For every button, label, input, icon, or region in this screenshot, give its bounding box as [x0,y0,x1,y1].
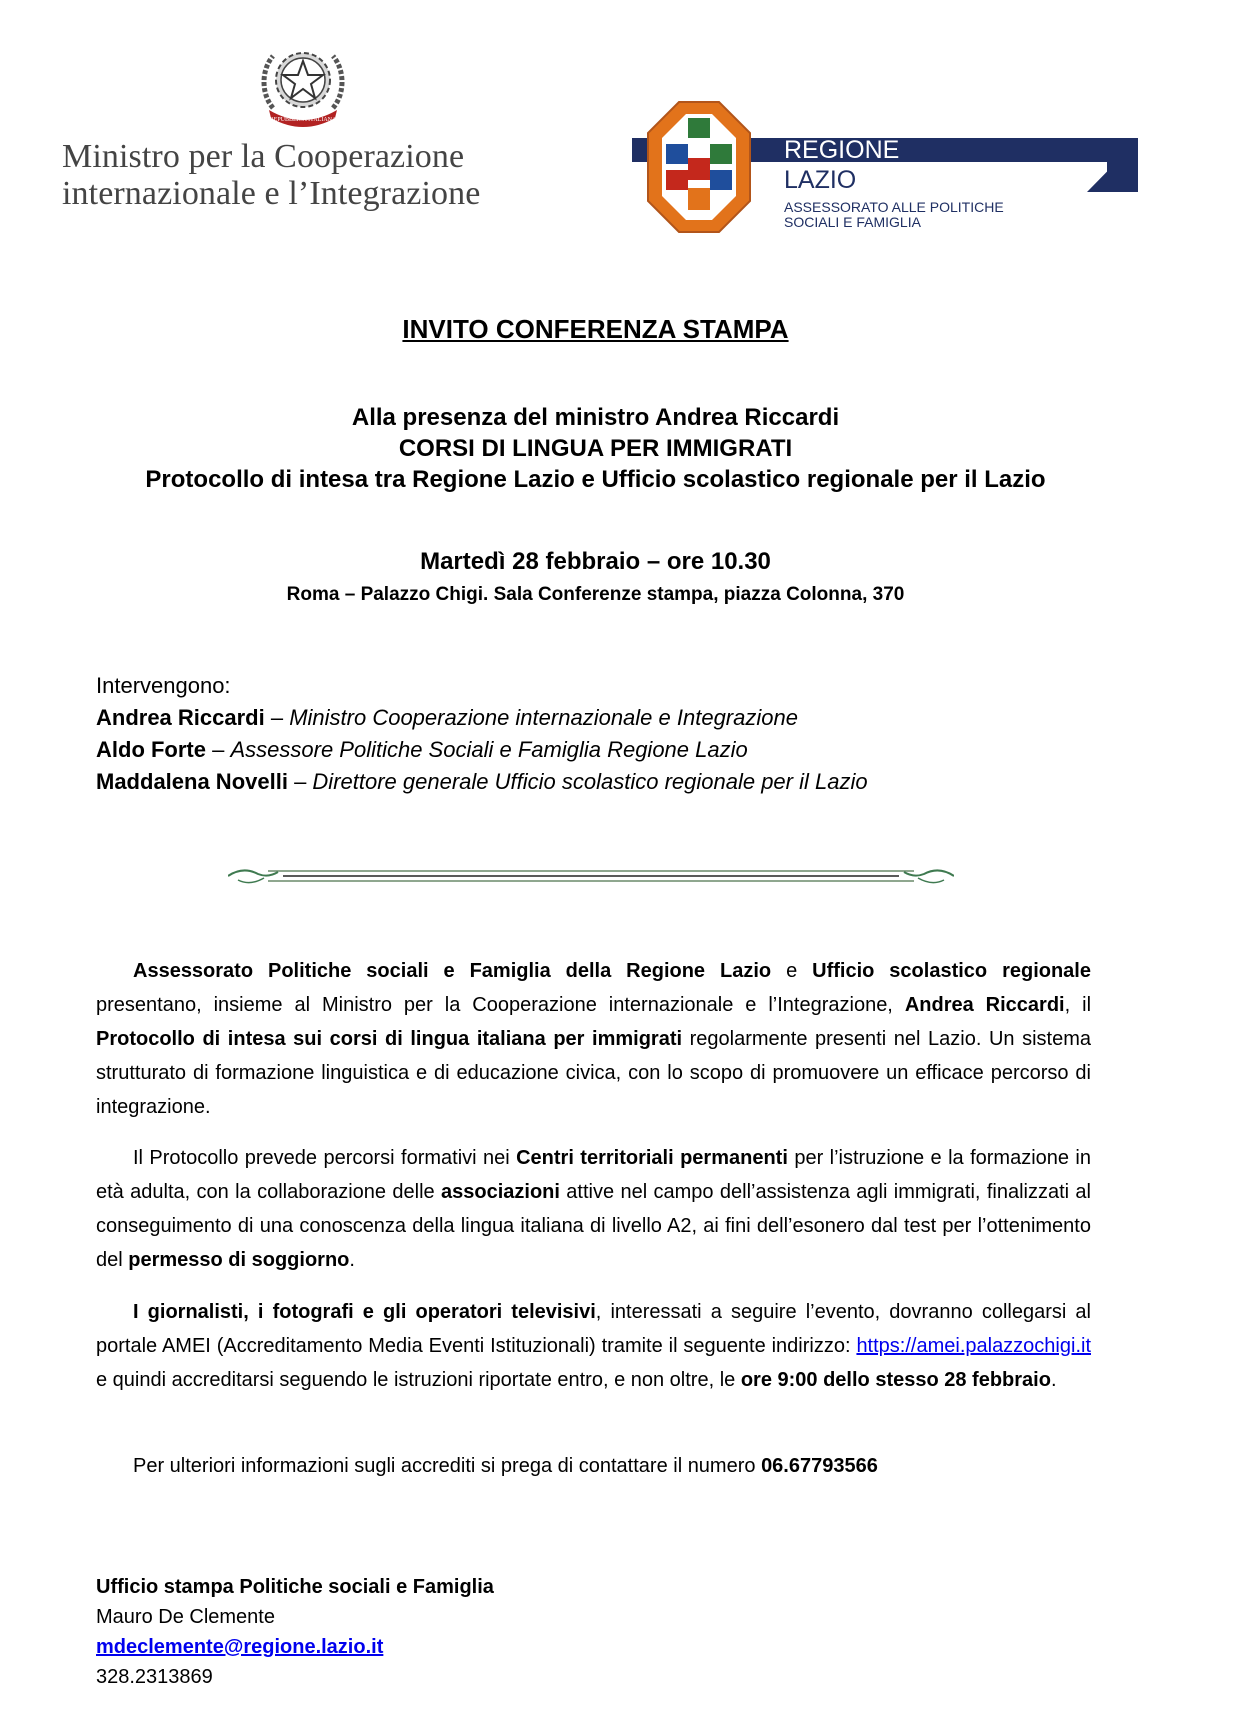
text-bold: associazioni [441,1181,560,1203]
speakers-intro: Intervengono: [96,673,231,698]
ministry-name-line2: internazionale e l’Integrazione [62,175,481,212]
text: attive nel campo dell’assistenza agli immigrati, finalizzati al conseguimento di una conoscenza della lingua italiana di livello A2, ai fini dell’esonero dal test per l’ottenimento del [96,1181,1091,1271]
text-bold: Ufficio scolastico regionale [812,960,1091,982]
event-place: Roma – Palazzo Chigi. Sala Conferenze stampa, piazza Colonna, 370 [286,584,905,605]
region-dept-line1: ASSESSORATO ALLE POLITICHE [784,199,1004,215]
ministry-name [62,138,582,212]
text: Il Protocollo prevede percorsi formativi nei [133,1147,517,1169]
speaker-name: Maddalena Novelli [96,769,288,794]
text-bold: ore 9:00 dello stesso 28 febbraio [740,1369,1051,1391]
regione-lazio-logo [632,100,1138,234]
press-office-name: Ufficio stampa Politiche sociali e Famiglia [96,1576,494,1598]
text: Per ulteriori informazioni sugli accrediti si prega di contattare il numero [133,1455,762,1477]
press-office-footer [96,1572,796,1692]
speaker-row [96,766,1096,798]
region-name-line1: REGIONE [784,136,900,164]
subtitle-line2: CORSI DI LINGUA PER IMMIGRATI [398,435,793,462]
text: , interessati a seguire l’evento, dovranno collegarsi al portale AMEI (Accreditamento Media Eventi Istituzionali) tramite il seguente indirizzo: [96,1301,1091,1357]
amei-portal-link[interactable]: https://amei.palazzochigi.it [856,1335,1091,1357]
text: e [771,960,813,982]
speaker-row [96,734,1096,766]
speaker-separator: – [206,737,231,762]
speaker-row [96,702,1096,734]
region-dept-line2: SOCIALI E FAMIGLIA [784,214,921,230]
speaker-role: Assessore Politiche Sociali e Famiglia Regione Lazio [230,737,748,762]
speaker-separator: – [264,705,290,730]
text-bold: Centri territoriali permanenti [516,1147,788,1169]
paragraph-intro [96,954,1091,1124]
text: . [349,1249,355,1271]
text-bold: I giornalisti, i fotografi e gli operatori televisivi [133,1301,596,1323]
text: regolarmente presenti nel Lazio. Un sistema strutturato di formazione linguistica e di educazione civica, con lo scopo di promuovere un efficace percorso di integrazione. [96,1028,1091,1118]
press-contact-name: Mauro De Clemente [96,1606,275,1628]
text: , il [1064,994,1092,1016]
text: per l’istruzione e la formazione in età adulta, con la collaborazione delle [96,1147,1091,1203]
text-bold: Andrea Riccardi [904,994,1065,1016]
speaker-name: Andrea Riccardi [96,705,265,730]
speaker-separator: – [287,769,313,794]
paragraph-contact [96,1449,1091,1483]
press-phone: 328.2313869 [96,1666,213,1688]
text: e quindi accreditarsi seguendo le istruzioni riportate entro, e non oltre, le [96,1369,741,1391]
subtitle-line1: Alla presenza del ministro Andrea Riccardi [351,404,840,431]
page-title: INVITO CONFERENZA STAMPA [402,314,789,344]
speaker-role: Ministro Cooperazione internazionale e Integrazione [289,705,798,730]
text-bold: Assessorato Politiche sociali e Famiglia della Regione Lazio [133,960,772,982]
subtitle-block [0,402,1191,495]
italian-republic-emblem [255,38,351,130]
press-email-link[interactable]: mdeclemente@regione.lazio.it [96,1636,384,1658]
speaker-name: Aldo Forte [96,737,206,762]
text: presentano, insieme al Ministro per la Cooperazione internazionale e l’Integrazione, [96,994,905,1016]
speaker-role: Direttore generale Ufficio scolastico regionale per il Lazio [312,769,868,794]
ministry-name-line1: Ministro per la Cooperazione [62,138,465,175]
paragraph-protocol [96,1141,1091,1277]
event-date-time: Martedì 28 febbraio – ore 10.30 [420,548,771,575]
text-bold: permesso di soggiorno [128,1249,350,1271]
text-bold: Protocollo di intesa sui corsi di lingua italiana per immigrati [96,1028,683,1050]
speakers-list [96,670,1096,798]
subtitle-line3: Protocollo di intesa tra Regione Lazio e Ufficio scolastico regionale per il Lazio [145,466,1046,493]
contact-phone-number: 06.67793566 [761,1455,878,1477]
emblem-ribbon-text: REPUBBLICA ITALIANA [269,117,337,123]
text: . [1050,1369,1057,1391]
decorative-divider [228,860,954,890]
region-name-line2: LAZIO [784,166,857,194]
paragraph-accreditation [96,1295,1091,1397]
